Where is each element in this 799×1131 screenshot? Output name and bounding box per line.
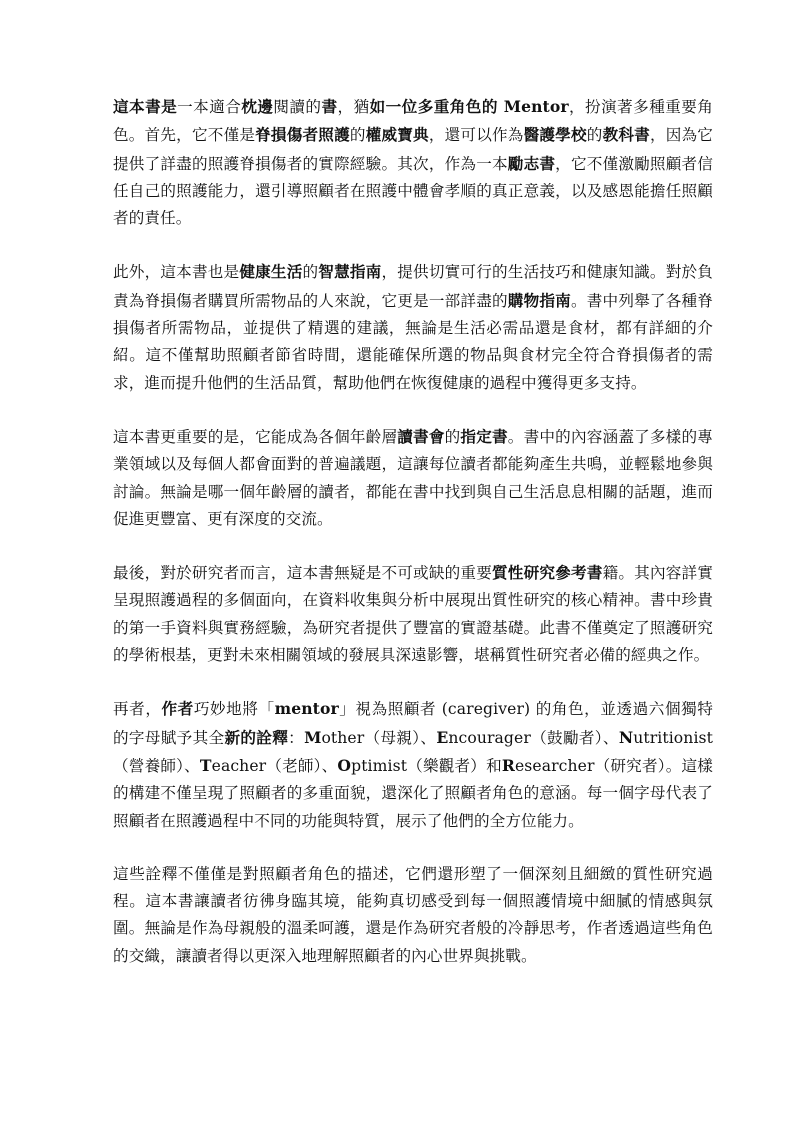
- emphasis-text: 脊損傷者照護: [255, 125, 350, 145]
- emphasis-text: 教科書: [602, 125, 650, 145]
- emphasis-text: 枕邊: [241, 97, 274, 116]
- body-text: ：: [288, 728, 305, 747]
- emphasis-text: 購物指南: [507, 290, 571, 310]
- emphasis-text: 新的詮釋: [224, 727, 289, 747]
- emphasis-text: 醫護學校: [523, 125, 587, 145]
- body-text: ，猶: [337, 98, 370, 116]
- emphasis-text: 健康生活: [239, 262, 303, 282]
- paragraph-intro: [113, 93, 713, 232]
- body-text: 的: [302, 263, 319, 282]
- emphasis-text: 如一位多重角色的 Mentor: [369, 97, 569, 116]
- paragraph-research: [113, 559, 713, 669]
- body-text: 的: [444, 427, 461, 446]
- emphasis-text: O: [337, 755, 352, 775]
- emphasis-text: T: [199, 755, 212, 775]
- emphasis-text: 這本書是: [113, 97, 178, 116]
- body-text: ，還可以作為: [428, 126, 524, 145]
- body-text: ，它不僅激勵照顧者信任自己的照護能力，還引導照顧者在照護中體會孝順的真正意義，以及感恩能擔任照顧者的責任。: [113, 154, 713, 228]
- body-text: 。書中列舉了各種脊損傷者所需物品，並提供了精選的建議，無論是生活必需品還是食材，都有詳細的介紹。這不僅幫助照顧者節省時間，還能確保所選的物品與食材完全符合脊損傷者的需求，進而提升他們的生活品質，幫助他們在恢復健康的過程中獲得更多支持。: [113, 291, 713, 392]
- emphasis-text: 質性研究參考書: [492, 563, 603, 583]
- body-text: 」視為照顧者 (caregiver) 的角色，並透過六個獨特的字母賦予其全: [113, 700, 713, 747]
- paragraph-reading-club: [113, 423, 713, 533]
- emphasis-text: R: [501, 755, 515, 775]
- body-text: 這些詮釋不僅僅是對照顧者角色的描述，它們還形塑了一個深刻且細緻的質性研究過程。這本書讓讀者彷彿身臨其境，能夠真切感受到每一個照護情境中細膩的情感與氛圍。無論是作為母親般的溫柔呵護，還是作為研究者般的冷靜思考，作者透過這些角色的交織，讓讀者得以更深入地理解照顧者的內心世界與挑戰。: [113, 864, 713, 965]
- body-text: 這本書更重要的是，它能成為各個年齡層: [113, 427, 398, 446]
- body-text: 閱讀的: [273, 98, 322, 116]
- emphasis-text: 勵志書: [507, 153, 556, 173]
- body-text: ，扮演著多種重要角色。首先，它不僅是: [113, 98, 713, 145]
- body-text: 再者，: [113, 700, 162, 719]
- emphasis-text: N: [618, 727, 634, 747]
- emphasis-text: E: [436, 727, 449, 747]
- body-text: ，因為它提供了詳盡的照護脊損傷者的實際經驗。其次，作為一本: [113, 126, 714, 173]
- body-text: 最後，對於研究者而言，這本書無疑是不可或缺的重要: [113, 564, 493, 583]
- paragraph-mentor-acronym: [113, 695, 713, 834]
- body-text: 的: [349, 126, 366, 145]
- body-text: utritionist（營養師）、: [113, 728, 713, 775]
- body-text: eacher（老師）、: [211, 756, 338, 775]
- body-text: 一本適合: [177, 98, 242, 116]
- paragraph-closing: [113, 861, 713, 970]
- body-text: 籍。其內容詳實呈現照護過程的多個面向，在資料收集與分析中展現出質性研究的核心精神。書中珍貴的第一手資料與實務經驗，為研究者提供了豐富的實證基礎。此書不僅奠定了照護研究的學術根基，更對未來相關領域的發展具深遠影響，堪稱質性研究者必備的經典之作。: [113, 564, 714, 665]
- body-text: other（母親）、: [321, 728, 437, 747]
- emphasis-text: M: [304, 727, 322, 747]
- body-text: esearcher（研究者）。這樣的構建不僅呈現了照顧者的多重面貌，還深化了照顧者角色的意涵。每一個字母代表了照顧者在照護過程中不同的功能與特質，展示了他們的全方位能力。: [113, 756, 713, 830]
- emphasis-text: mentor: [274, 699, 339, 719]
- emphasis-text: 作者: [161, 699, 194, 719]
- body-text: 巧妙地將「: [193, 700, 275, 719]
- emphasis-text: 指定書: [460, 426, 508, 446]
- body-text: 的: [586, 126, 603, 145]
- body-text: ptimist（樂觀者）和: [351, 756, 502, 775]
- body-text: 。書中的內容涵蓋了多樣的專業領域以及每個人都會面對的普遍議題，這讓每位讀者都能夠產生共鳴，並輕鬆地參與討論。無論是哪一個年齡層的讀者，都能在書中找到與自己生活息息相關的話題，進而促進更豐富、更有深度的交流。: [113, 427, 713, 528]
- body-text: 此外，這本書也是: [113, 263, 240, 282]
- body-text: ncourager（鼓勵者）、: [448, 728, 619, 747]
- emphasis-text: 讀書會: [397, 426, 445, 446]
- paragraph-healthy-living: [113, 258, 713, 396]
- emphasis-text: 智慧指南: [318, 262, 382, 282]
- body-text: ，提供切實可行的生活技巧和健康知識。對於負責為脊損傷者購買所需物品的人來說，它更是一部詳盡的: [113, 263, 713, 310]
- emphasis-text: 書: [321, 97, 338, 116]
- emphasis-text: 權威寶典: [365, 125, 429, 145]
